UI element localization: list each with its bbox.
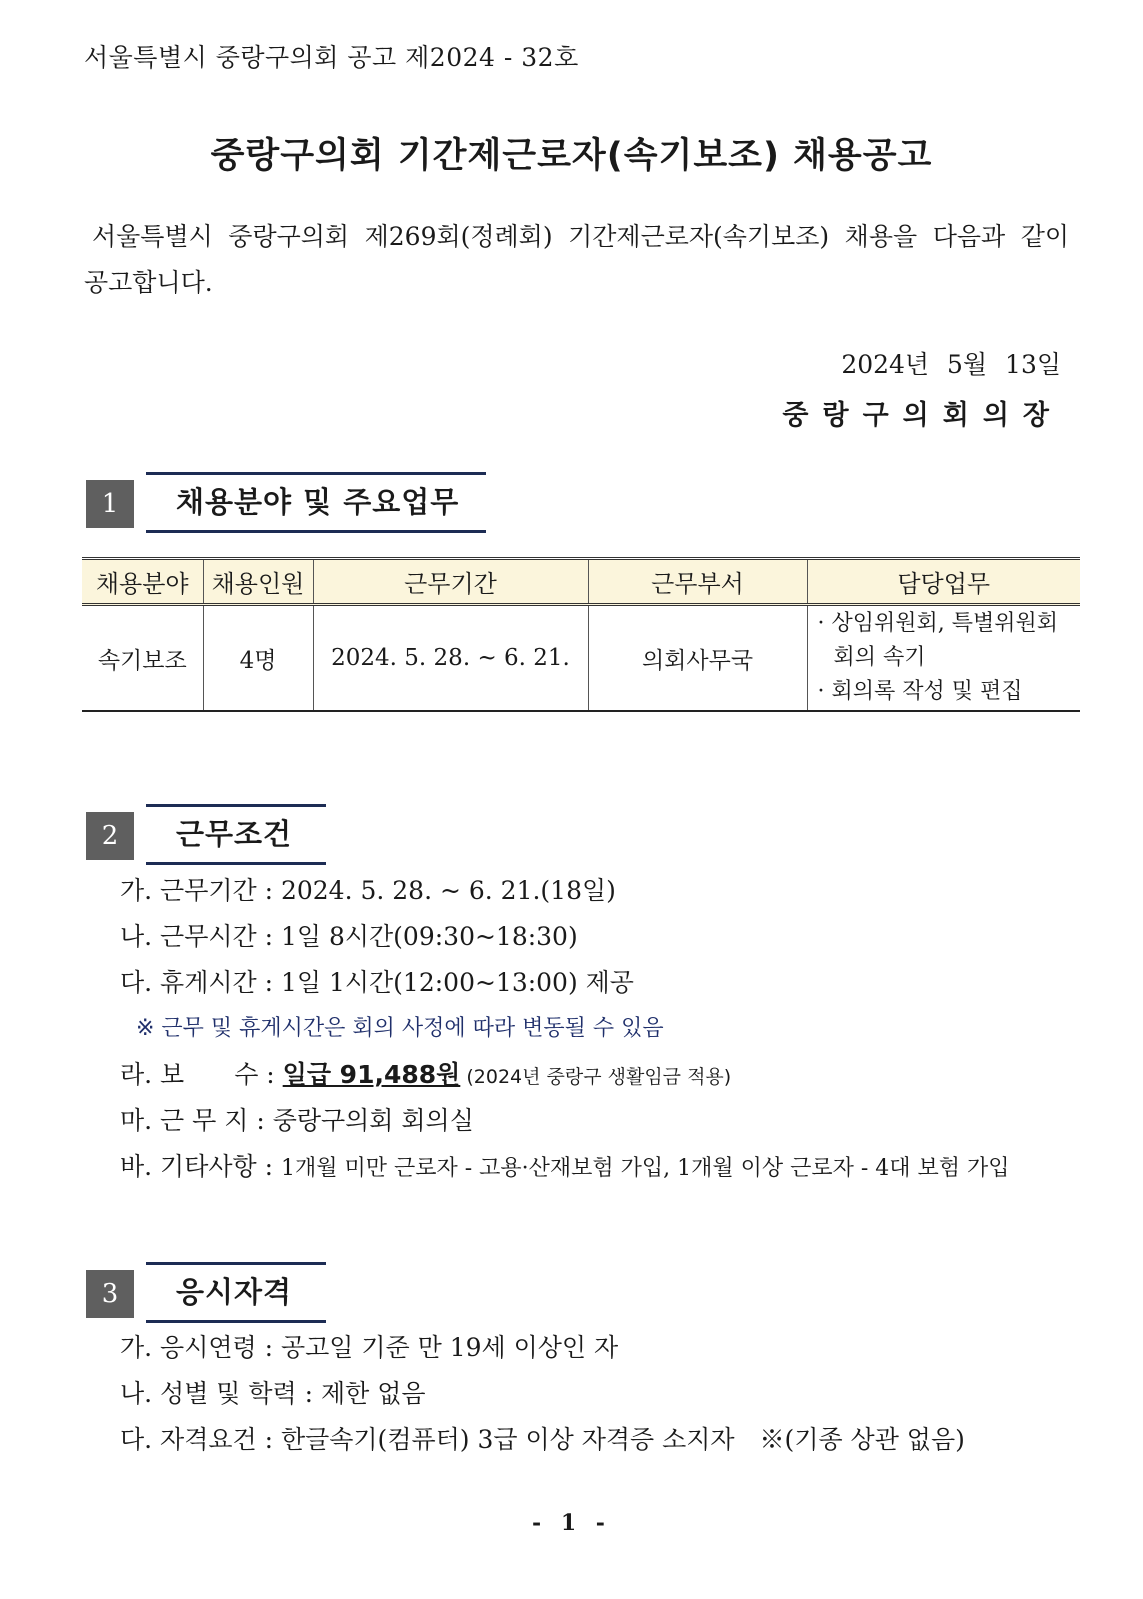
list-item: 마. 근 무 지 : 중랑구의회 회의실 <box>120 1106 474 1135</box>
section-number: 1 <box>86 480 134 528</box>
list-item: 다. 휴게시간 : 1일 1시간(12:00~13:00) 제공 <box>120 968 634 997</box>
duty-item: · 상임위원회, 특별위원회 <box>817 611 1058 636</box>
list-item: 나. 성별 및 학력 : 제한 없음 <box>120 1379 426 1408</box>
page-title: 중랑구의회 기간제근로자(속기보조) 채용공고 <box>210 136 933 176</box>
list-item-etc <box>120 1144 1010 1190</box>
daily-wage: 일급 91,488원 <box>282 1060 461 1089</box>
note: ※ 근무 및 휴게시간은 회의 사정에 따라 변동될 수 있음 <box>136 1016 664 1041</box>
list-item: 가. 근무기간 : 2024. 5. 28. ~ 6. 21.(18일) <box>120 876 616 905</box>
etc-label: 바. 기타사항 : <box>120 1152 281 1181</box>
duty-item: · 회의록 작성 및 편집 <box>817 679 1023 704</box>
column-header: 채용분야 <box>82 559 203 605</box>
column-header: 채용인원 <box>203 559 313 605</box>
list-item: 가. 응시연령 : 공고일 기준 만 19세 이상인 자 <box>120 1333 619 1362</box>
signer: 중랑구의회의장 <box>782 400 1063 431</box>
column-header: 담당업무 <box>807 559 1080 605</box>
cell-duties <box>807 605 1080 712</box>
section-title: 근무조건 <box>146 804 326 865</box>
section-title: 채용분야 및 주요업무 <box>146 472 486 533</box>
section-title: 응시자격 <box>146 1262 326 1323</box>
column-header: 근무부서 <box>588 559 807 605</box>
table-row <box>82 605 1080 712</box>
section-number: 2 <box>86 812 134 860</box>
work-conditions-list <box>120 868 1010 1190</box>
list-item: 나. 근무시간 : 1일 8시간(09:30~18:30) <box>120 922 578 951</box>
cell-count: 4명 <box>203 605 313 712</box>
table-header-row <box>82 559 1080 605</box>
wage-note: (2024년 중랑구 생활임금 적용) <box>460 1066 732 1088</box>
cell-field: 속기보조 <box>82 605 203 712</box>
cell-period: 2024. 5. 28. ~ 6. 21. <box>313 605 588 712</box>
page-number: - 1 - <box>532 1510 611 1536</box>
qualifications-list <box>120 1325 965 1463</box>
duty-item-continued: 회의 속기 <box>833 645 926 670</box>
section-number: 3 <box>86 1270 134 1318</box>
pay-label: 라. 보 수 : <box>120 1060 283 1089</box>
announcement-number: 서울특별시 중랑구의회 공고 제2024 - 32호 <box>84 43 579 72</box>
announcement-date: 2024년 5월 13일 <box>841 350 1061 379</box>
column-header: 근무기간 <box>313 559 588 605</box>
recruitment-table <box>82 557 1080 712</box>
etc-text: 1개월 미만 근로자 - 고용·산재보험 가입, 1개월 이상 근로자 - 4대 보험 가입 <box>280 1156 1010 1181</box>
list-item-pay <box>120 1052 1010 1098</box>
list-item: 다. 자격요건 : 한글속기(컴퓨터) 3급 이상 자격증 소지자 ※(기종 상관 없음) <box>120 1425 965 1454</box>
intro-paragraph: 서울특별시 중랑구의회 제269회(정례회) 기간제근로자(속기보조) 채용을 다음과 같이 공고합니다. <box>84 222 1069 297</box>
cell-department: 의회사무국 <box>588 605 807 712</box>
